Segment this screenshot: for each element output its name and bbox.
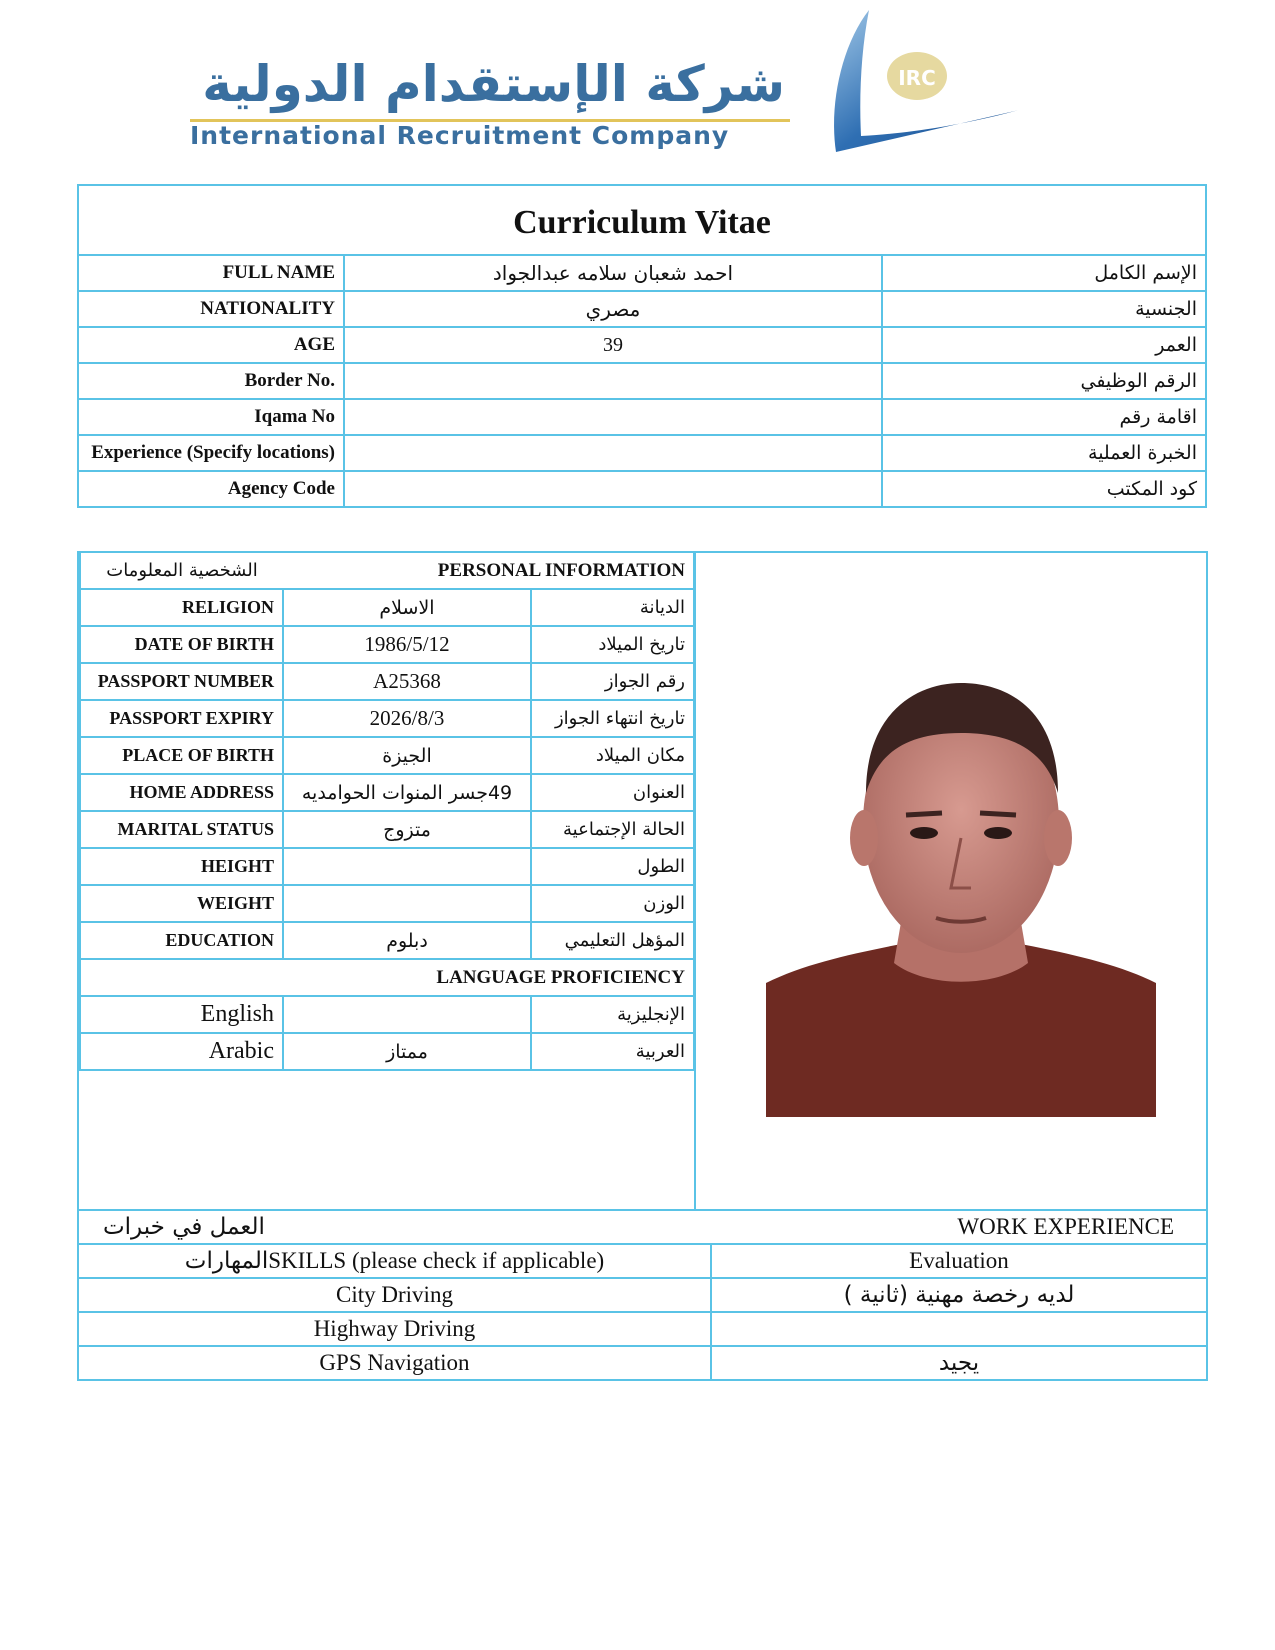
cv-value	[344, 399, 882, 435]
cv-label-en: Experience (Specify locations)	[78, 435, 344, 471]
pi-row-passport-expiry	[80, 700, 694, 737]
cv-row-border-no	[78, 363, 1206, 399]
page-title: Curriculum Vitae	[78, 185, 1206, 255]
work-experience-header-row	[78, 1210, 1207, 1244]
pi-value: 2026/8/3	[283, 700, 531, 737]
cv-value: احمد شعبان سلامه عبدالجواد	[344, 255, 882, 291]
skill-name: Highway Driving	[78, 1312, 711, 1346]
pi-label-en: MARITAL STATUS	[80, 811, 283, 848]
pi-row-passport-number	[80, 663, 694, 700]
pi-value: 49جسر المنوات الحوامديه	[283, 774, 531, 811]
work-header-en: WORK EXPERIENCE	[711, 1210, 1207, 1244]
pi-label-ar: تاريخ انتهاء الجواز	[531, 700, 694, 737]
pi-label-en: EDUCATION	[80, 922, 283, 959]
logo-badge-text: IRC	[898, 66, 936, 90]
skill-name: GPS Navigation	[78, 1346, 711, 1380]
pi-value: A25368	[283, 663, 531, 700]
pi-label-ar: الديانة	[531, 589, 694, 626]
skill-row-city-driving	[78, 1278, 1207, 1312]
pi-label-ar: الطول	[531, 848, 694, 885]
cv-label-en: Border No.	[78, 363, 344, 399]
cv-value	[344, 471, 882, 507]
lang-value	[283, 996, 531, 1033]
cv-summary-table	[77, 184, 1207, 508]
pi-label-ar: الوزن	[531, 885, 694, 922]
pi-label-en: PASSPORT EXPIRY	[80, 700, 283, 737]
cv-row-agency-code	[78, 471, 1206, 507]
cv-row-age	[78, 327, 1206, 363]
pi-label-en: PASSPORT NUMBER	[80, 663, 283, 700]
pi-row-religion	[80, 589, 694, 626]
pi-label-en: HEIGHT	[80, 848, 283, 885]
pi-value: متزوج	[283, 811, 531, 848]
pi-value	[283, 885, 531, 922]
pi-label-en: WEIGHT	[80, 885, 283, 922]
logo-arabic-name: شركة الإستقدام الدولية	[202, 55, 785, 113]
pi-row-weight	[80, 885, 694, 922]
pi-label-ar: المؤهل التعليمي	[531, 922, 694, 959]
work-header-ar: العمل في خبرات	[78, 1210, 711, 1244]
lang-row-arabic	[80, 1033, 694, 1070]
pi-label-en: PLACE OF BIRTH	[80, 737, 283, 774]
pi-label-en: RELIGION	[80, 589, 283, 626]
pi-label-en: DATE OF BIRTH	[80, 626, 283, 663]
lang-label-ar: العربية	[531, 1033, 694, 1070]
pi-row-home-address	[80, 774, 694, 811]
cv-label-en: AGE	[78, 327, 344, 363]
skill-row-gps-navigation	[78, 1346, 1207, 1380]
skill-evaluation: يجيد	[711, 1346, 1207, 1380]
cv-label-en: Iqama No	[78, 399, 344, 435]
lang-label-ar: الإنجليزية	[531, 996, 694, 1033]
company-logo	[185, 6, 1025, 156]
cv-value: 39	[344, 327, 882, 363]
language-header: LANGUAGE PROFICIENCY	[80, 959, 694, 996]
pi-row-date-of-birth	[80, 626, 694, 663]
cv-label-ar: الإسم الكامل	[882, 255, 1206, 291]
applicant-portrait-image	[766, 643, 1156, 1117]
pi-value: الجيزة	[283, 737, 531, 774]
cv-label-en: FULL NAME	[78, 255, 344, 291]
skill-name: City Driving	[78, 1278, 711, 1312]
pi-value: 1986/5/12	[283, 626, 531, 663]
cv-row-experience	[78, 435, 1206, 471]
personal-info-header	[80, 552, 694, 589]
cv-label-ar: الرقم الوظيفي	[882, 363, 1206, 399]
pi-row-marital-status	[80, 811, 694, 848]
cv-label-ar: كود المكتب	[882, 471, 1206, 507]
cv-label-ar: الخبرة العملية	[882, 435, 1206, 471]
cv-row-full-name	[78, 255, 1206, 291]
pi-label-en: HOME ADDRESS	[80, 774, 283, 811]
cv-value	[344, 435, 882, 471]
pi-label-ar: تاريخ الميلاد	[531, 626, 694, 663]
pi-value: الاسلام	[283, 589, 531, 626]
cv-value	[344, 363, 882, 399]
cv-label-en: Agency Code	[78, 471, 344, 507]
skills-header: المهاراتSKILLS (please check if applicable)	[78, 1244, 711, 1278]
logo-english-name: International Recruitment Company	[190, 121, 730, 150]
cv-row-nationality	[78, 291, 1206, 327]
cv-value: مصري	[344, 291, 882, 327]
skills-header-row	[78, 1244, 1207, 1278]
personal-header-ar: الشخصية المعلومات	[80, 552, 283, 589]
pi-label-ar: رقم الجواز	[531, 663, 694, 700]
cv-label-ar: الجنسية	[882, 291, 1206, 327]
cv-label-ar: اقامة رقم	[882, 399, 1206, 435]
evaluation-header: Evaluation	[711, 1244, 1207, 1278]
logo-sail-icon	[811, 6, 1021, 156]
skill-row-highway-driving	[78, 1312, 1207, 1346]
lang-value: ممتاز	[283, 1033, 531, 1070]
pi-label-ar: الحالة الإجتماعية	[531, 811, 694, 848]
language-header-row	[80, 959, 694, 996]
lang-row-english	[80, 996, 694, 1033]
cv-label-en: NATIONALITY	[78, 291, 344, 327]
pi-value	[283, 848, 531, 885]
pi-row-height	[80, 848, 694, 885]
cv-row-iqama-no	[78, 399, 1206, 435]
applicant-photo	[766, 643, 1156, 1117]
personal-header-en: PERSONAL INFORMATION	[283, 552, 694, 589]
lang-label-en: Arabic	[80, 1033, 283, 1070]
personal-info-table	[79, 551, 695, 1071]
pi-value: دبلوم	[283, 922, 531, 959]
pi-label-ar: العنوان	[531, 774, 694, 811]
skills-table	[77, 1209, 1208, 1381]
lang-label-en: English	[80, 996, 283, 1033]
pi-row-place-of-birth	[80, 737, 694, 774]
pi-label-ar: مكان الميلاد	[531, 737, 694, 774]
pi-row-education	[80, 922, 694, 959]
skill-evaluation	[711, 1312, 1207, 1346]
skill-evaluation: لديه رخصة مهنية (ثانية )	[711, 1278, 1207, 1312]
cv-label-ar: العمر	[882, 327, 1206, 363]
